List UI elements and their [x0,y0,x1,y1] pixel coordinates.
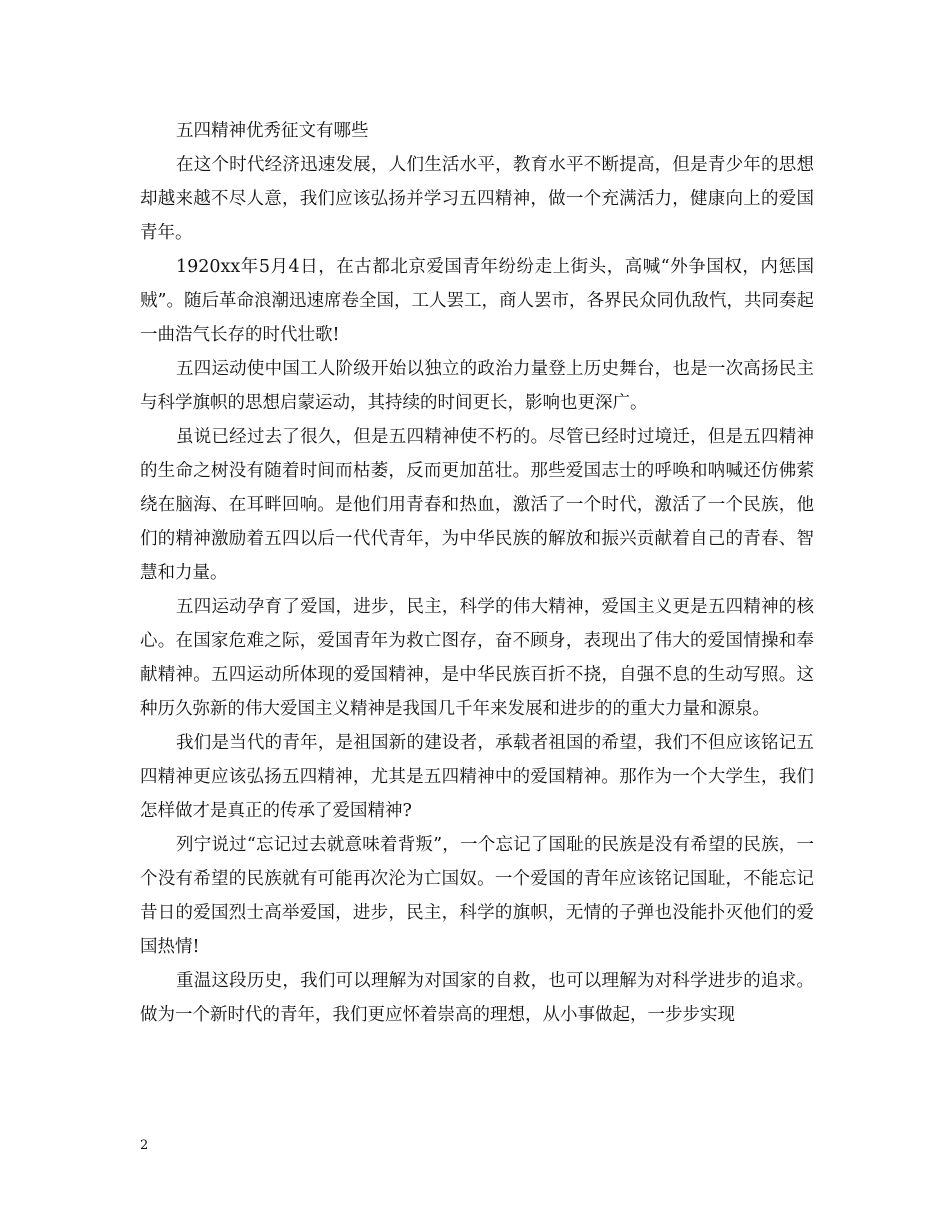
paragraph-7: 列宁说过“忘记过去就意味着背叛”，一个忘记了国耻的民族是没有希望的民族，一个没有希望的民族就有可能再次沦为亡国奴。一个爱国的青年应该铭记国耻，不能忘记昔日的爱国烈士高举爱国，进步，民主，科学的旗帜，无情的子弹也没能扑灭他们的爱国热情! [140,835,814,957]
paragraph-2: 1920xx年5月4日，在古都北京爱国青年纷纷走上街头，高喊“外争国权，内惩国贼”。随后革命浪潮迅速席卷全国，工人罢工，商人罢市，各界民众同仇敌忾，共同奏起一曲浩气长存的时代壮歌! [140,257,814,345]
paragraph-6: 我们是当代的青年，是祖国新的建设者，承载者祖国的希望，我们不但应该铭记五四精神更应该弘扬五四精神，尤其是五四精神中的爱国精神。那作为一个大学生，我们怎样做才是真正的传承了爱国精神? [140,733,814,821]
paragraph-3: 五四运动使中国工人阶级开始以独立的政治力量登上历史舞台，也是一次高扬民主与科学旗帜的思想启蒙运动，其持续的时间更长，影响也更深广。 [140,359,814,413]
document-body [140,114,814,1032]
paragraph-4: 虽说已经过去了很久，但是五四精神使不朽的。尽管已经时过境迁，但是五四精神的生命之树没有随着时间而枯萎，反而更加茁壮。那些爱国志士的呼唤和呐喊还仿佛萦绕在脑海、在耳畔回响。是他们用青春和热血，激活了一个时代，激活了一个民族，他们的精神激励着五四以后一代代青年，为中华民族的解放和振兴贡献着自己的青春、智慧和力量。 [140,427,814,583]
paragraph-5: 五四运动孕育了爱国，进步，民主，科学的伟大精神，爱国主义更是五四精神的核心。在国家危难之际，爱国青年为救亡图存，奋不顾身，表现出了伟大的爱国情操和奉献精神。五四运动所体现的爱国精神，是中华民族百折不挠，自强不息的生动写照。这种历久弥新的伟大爱国主义精神是我国几千年来发展和进步的的重大力量和源泉。 [140,597,814,719]
paragraph-8: 重温这段历史，我们可以理解为对国家的自救，也可以理解为对科学进步的追求。做为一个新时代的青年，我们更应怀着崇高的理想，从小事做起，一步步实现 [140,971,814,1025]
document-title: 五四精神优秀征文有哪些 [176,121,369,141]
page-number: 2 [140,1138,149,1153]
paragraph-1: 在这个时代经济迅速发展，人们生活水平，教育水平不断提高，但是青少年的思想却越来越不尽人意，我们应该弘扬并学习五四精神，做一个充满活力，健康向上的爱国青年。 [140,155,814,243]
